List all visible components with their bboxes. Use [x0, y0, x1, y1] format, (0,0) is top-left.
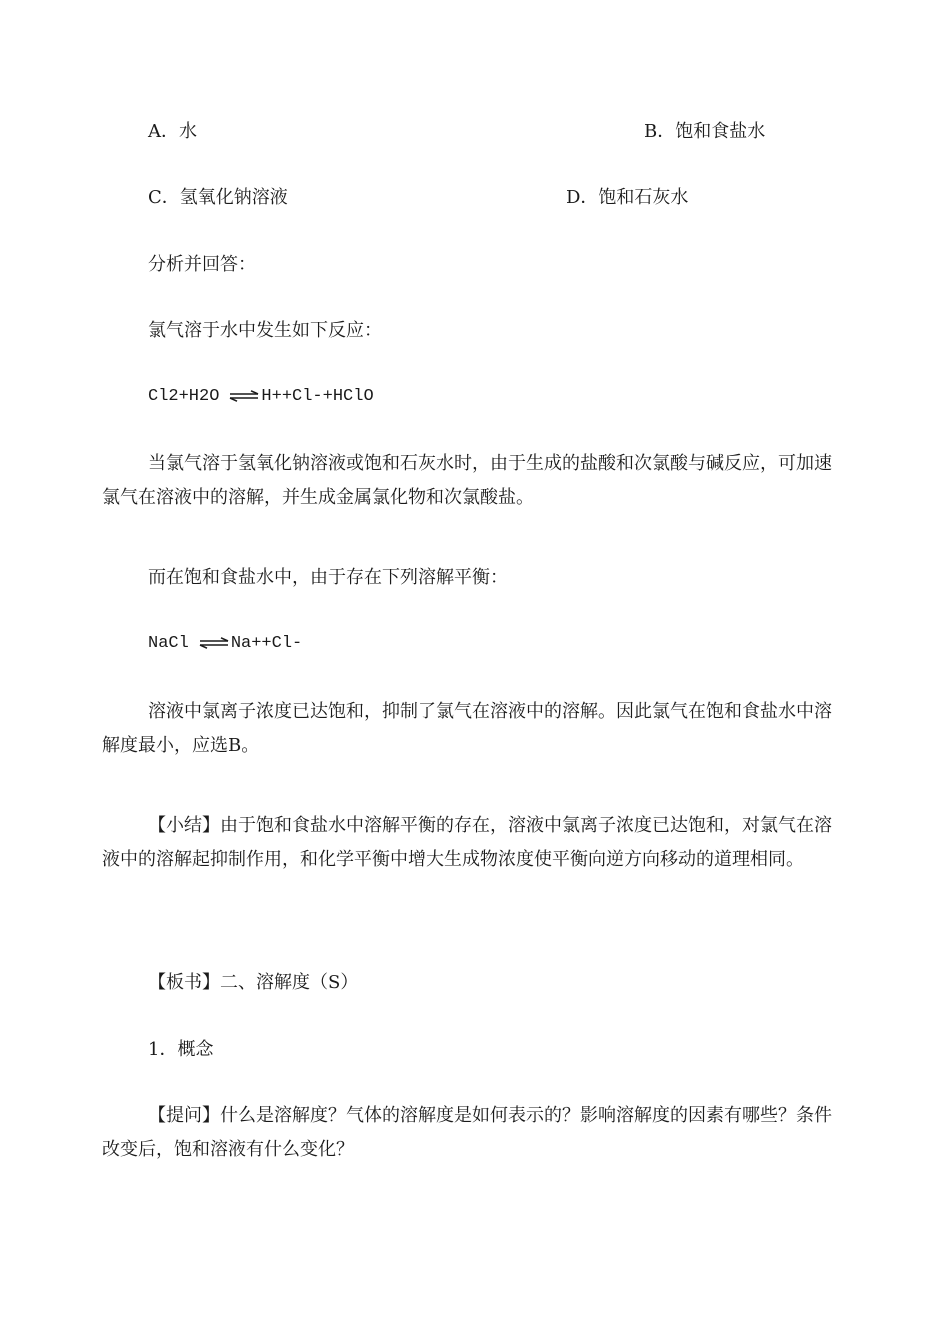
equation-1-left: Cl2+H2O [148, 387, 220, 406]
equation-2-right: Na++Cl- [230, 634, 303, 653]
equation-1-right: H++Cl-+HClO [261, 387, 374, 406]
analysis-heading: 分析并回答： [148, 254, 256, 275]
question-paragraph: 【提问】什么是溶解度？气体的溶解度是如何表示的？影响溶解度的因素有哪些？条件改变后，饱和溶液有什么变化？ [102, 1105, 832, 1160]
option-d: D．饱和石灰水 [566, 187, 689, 208]
reaction-intro: 氯气溶于水中发生如下反应： [148, 320, 382, 341]
board-heading: 【板书】二、溶解度（S） [148, 972, 359, 993]
option-b: B．饱和食盐水 [644, 121, 766, 142]
equation-2-left: NaCl [148, 634, 189, 653]
equation-nacl-dissolution [148, 632, 302, 656]
equilibrium-arrow-icon [199, 637, 229, 649]
equation-chlorine-water [148, 385, 374, 409]
paragraph-saturated-brine: 而在饱和食盐水中，由于存在下列溶解平衡： [148, 567, 508, 588]
option-c: C．氢氧化钠溶液 [148, 187, 288, 208]
paragraph-conclusion: 溶液中氯离子浓度已达饱和，抑制了氯气在溶液中的溶解。因此氯气在饱和食盐水中溶解度最小，应选B。 [102, 701, 832, 756]
paragraph-base-reaction: 当氯气溶于氢氧化钠溶液或饱和石灰水时，由于生成的盐酸和次氯酸与碱反应，可加速氯气在溶液中的溶解，并生成金属氯化物和次氯酸盐。 [102, 453, 832, 508]
concept-heading: 1．概念 [148, 1039, 214, 1060]
equilibrium-arrow-icon [229, 390, 259, 402]
option-a: A．水 [148, 121, 197, 142]
summary-paragraph: 【小结】由于饱和食盐水中溶解平衡的存在，溶液中氯离子浓度已达饱和，对氯气在溶液中的溶解起抑制作用，和化学平衡中增大生成物浓度使平衡向逆方向移动的道理相同。 [102, 815, 832, 870]
